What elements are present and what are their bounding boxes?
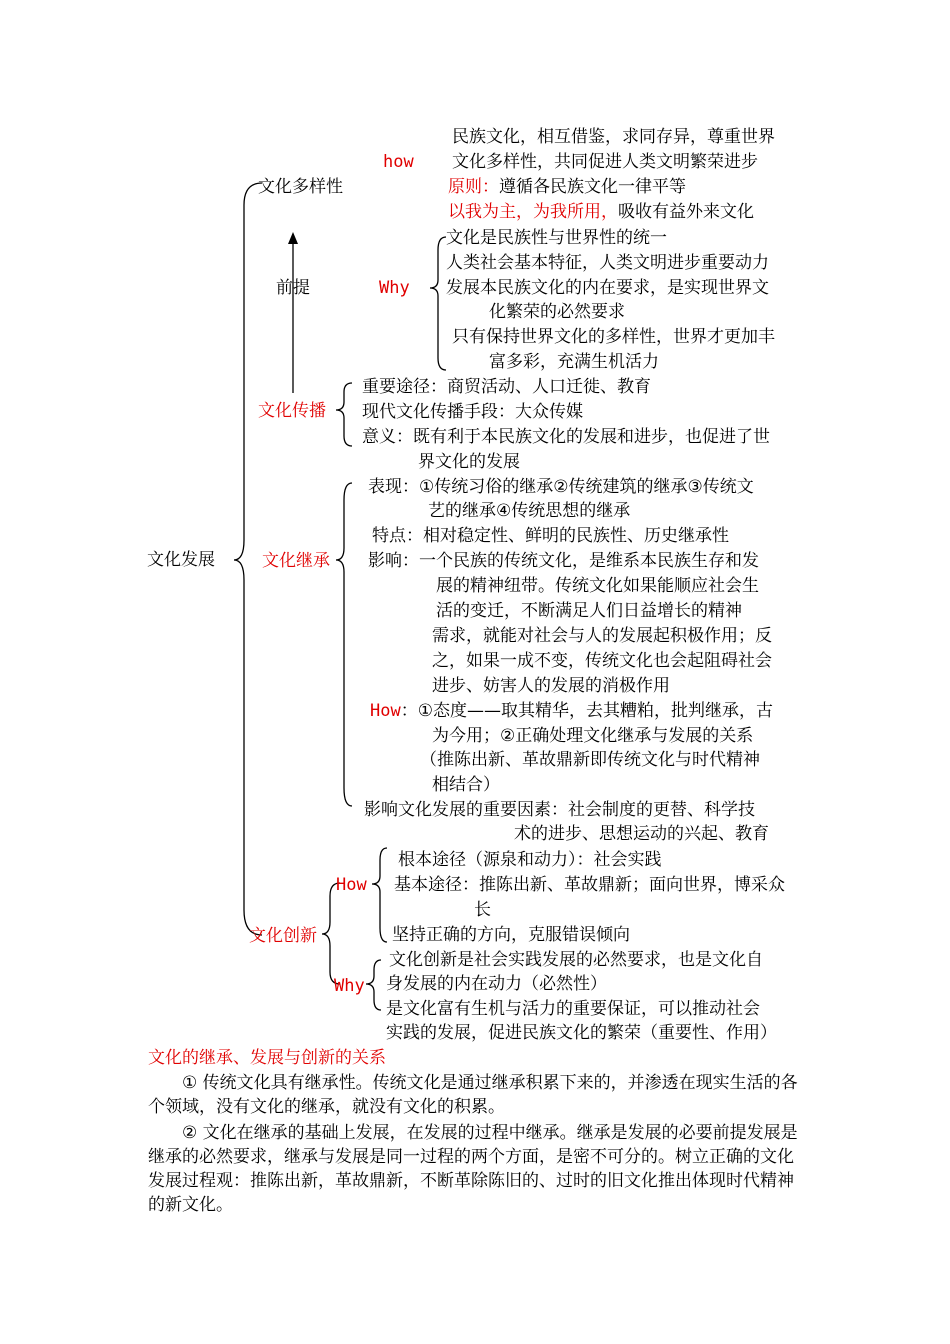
inherit-factor-line: 术的进步、思想运动的兴起、教育 (514, 824, 769, 844)
inherit-line: 展的精神纽带。传统文化如果能顺应社会生 (436, 576, 759, 596)
diversity-principle (448, 175, 686, 199)
spread-line: 界文化的发展 (418, 452, 520, 472)
inherit-how-line: 为今用；②正确处理文化继承与发展的关系 (432, 726, 754, 746)
diversity-why-label: Why (379, 278, 410, 298)
inherit-line: 之，如果一成不变，传统文化也会起阻碍社会 (432, 651, 772, 671)
self-label: 以我为主，为我所用， (448, 202, 618, 222)
innovate-label: 文化创新 (249, 926, 317, 946)
diversity-how-line: 文化多样性，共同促进人类文明繁荣进步 (452, 152, 758, 172)
inherit-how-line: 相结合） (432, 775, 500, 795)
innovate-how-line: 根本途径（源泉和动力）：社会实践 (398, 850, 662, 870)
inherit-line: 活的变迁，不断满足人们日益增长的精神 (436, 601, 742, 621)
inherit-line: 影响：一个民族的传统文化，是维系本民族生存和发 (368, 551, 759, 571)
spread-line: 现代文化传播手段：大众传媒 (362, 402, 583, 422)
inherit-how-line: ：①态度——取其精华，去其糟粕，批判继承，古 (400, 701, 773, 721)
spread-line: 重要途径：商贸活动、人口迁徙、教育 (362, 377, 651, 397)
diversity-why-line: 文化是民族性与世界性的统一 (446, 228, 667, 248)
diversity-how-label: how (383, 152, 414, 172)
inherit-how-line: （推陈出新、革故鼎新即传统文化与时代精神 (420, 750, 760, 770)
inherit-line: 艺的继承④传统思想的继承 (428, 501, 631, 521)
premise-label: 前提 (276, 278, 310, 298)
inherit-label: 文化继承 (262, 551, 330, 571)
spread-line: 意义：既有利于本民族文化的发展和进步，也促进了世 (362, 427, 770, 447)
innovate-how-line: 长 (474, 900, 491, 920)
inherit-factor-line: 影响文化发展的重要因素：社会制度的更替、科学技 (364, 800, 755, 820)
innovate-how-line: 基本途径：推陈出新、革故鼎新；面向世界，博采众 (394, 875, 785, 895)
spread-label: 文化传播 (258, 401, 326, 421)
diversity-why-line: 人类社会基本特征，人类文明进步重要动力 (446, 253, 769, 273)
diversity-self (448, 200, 754, 224)
principle-text: 遵循各民族文化一律平等 (499, 177, 686, 197)
diversity-why-line: 发展本民族文化的内在要求，是实现世界文 (446, 278, 769, 298)
relation-paragraph-2: ② 文化在继承的基础上发展，在发展的过程中继承。继承是发展的必要前提发展是继承的必然要求，继承与发展是同一过程的两个方面，是密不可分的。树立正确的文化发展过程观：推陈出新，革故鼎新，不断革除陈旧的、过时的旧文化推出体现时代精神的新文化。 (148, 1123, 798, 1215)
innovate-why-label: Why (334, 976, 365, 996)
diversity-why-line: 富多彩，充满生机活力 (489, 352, 659, 372)
inherit-line: 进步、妨害人的发展的消极作用 (432, 676, 670, 696)
diversity-label: 文化多样性 (258, 177, 343, 197)
inherit-line: 特点：相对稳定性、鲜明的民族性、历史继承性 (372, 526, 729, 546)
diversity-why-line: 化繁荣的必然要求 (489, 302, 625, 322)
inherit-how-label: How (370, 701, 401, 721)
inherit-line: 需求，就能对社会与人的发展起积极作用；反 (432, 626, 772, 646)
root-label: 文化发展 (147, 550, 215, 570)
relation-title: 文化的继承、发展与创新的关系 (148, 1048, 386, 1068)
self-text: 吸收有益外来文化 (618, 202, 754, 222)
inherit-line: 表现：①传统习俗的继承②传统建筑的继承③传统文 (368, 477, 754, 497)
principle-label: 原则： (448, 177, 499, 197)
innovate-how-line: 坚持正确的方向，克服错误倾向 (392, 925, 630, 945)
diversity-why-line: 只有保持世界文化的多样性，世界才更加丰 (452, 327, 775, 347)
innovate-why-line: 身发展的内在动力（必然性） (386, 974, 607, 994)
diversity-how-line: 民族文化，相互借鉴，求同存异，尊重世界 (452, 127, 775, 147)
innovate-why-line: 文化创新是社会实践发展的必然要求，也是文化自 (389, 950, 763, 970)
innovate-how-label: How (336, 875, 367, 895)
innovate-why-line: 是文化富有生机与活力的重要保证，可以推动社会 (386, 999, 760, 1019)
relation-paragraph-1: ① 传统文化具有继承性。传统文化是通过继承积累下来的，并渗透在现实生活的各个领域，没有文化的继承，就没有文化的积累。 (148, 1073, 798, 1117)
inherit-how (370, 699, 773, 723)
innovate-why-line: 实践的发展，促进民族文化的繁荣（重要性、作用） (386, 1023, 777, 1043)
